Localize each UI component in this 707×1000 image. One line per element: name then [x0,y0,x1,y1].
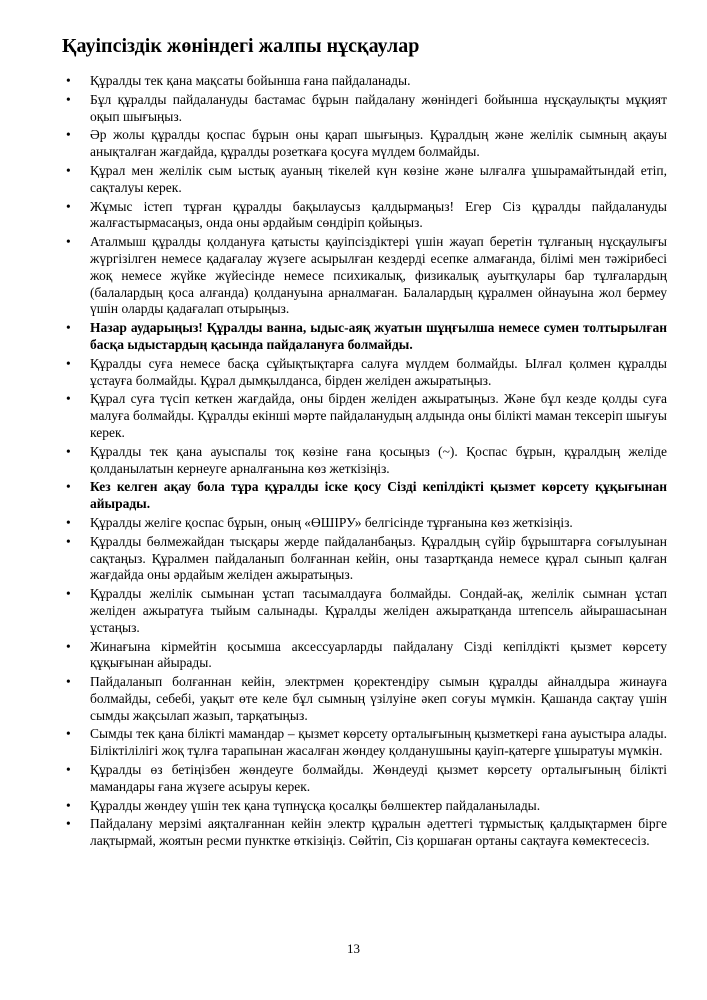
list-item [64,674,667,724]
bullet-icon: • [66,320,71,336]
list-item-text: Құралды жөндеу үшін тек қана түпнұсқа қосалқы бөлшектер пайдаланылады. [90,797,541,813]
list-item [64,479,667,513]
list-item [64,444,667,478]
bullet-icon: • [66,674,71,690]
list-item-text: Құралды өз бетіңізбен жөндеуге болмайды. Жөндеуді қызмет көрсету орталығының білікті мамандары ғана жүзеге асыруы керек. [90,762,667,794]
bullet-icon: • [66,443,71,459]
bullet-icon: • [66,234,71,250]
list-item [64,127,667,161]
bullet-icon: • [66,726,71,742]
list-item [64,92,667,126]
list-item-text: Құралды тек қана ауыспалы тоқ көзіне ғана қосыңыз (~). Қоспас бұрын, құралдың желіде қолданылатын кернеуге арналғанына көз жеткізіңіз. [90,443,667,476]
bullet-icon: • [66,479,71,495]
list-item [64,356,667,390]
list-item [64,163,667,197]
list-item-text: Әр жолы құралды қоспас бұрын оны қарап шығыңыз. Құралдың және желілік сымның ақауы анықталған жағдайда, құралды розеткаға қосуға мүлдем болмайды. [90,127,667,160]
list-item [64,73,667,90]
list-item-text: Бұл құралды пайдалануды бастамас бұрын пайдалану жөніндегі бойынша нұсқаулықты мұқият оқып шығыңыз. [90,91,667,124]
safety-instructions-list [64,73,667,852]
list-item-text: Пайдалану мерзімі аяқталғаннан кейін электр құралын әдеттегі тұрмыстық қалдықтармен бірге лақтырмай, жоятын ресми пунктке өткізіңіз. Сөйтіп, Сіз қоршаған ортаны сақтауға көмектесесіз. [90,816,667,849]
list-item [64,639,667,673]
bullet-icon: • [66,638,71,654]
list-item-text: Құралды суға немесе басқа сұйықтықтарға салуға мүлдем болмайды. Ылғал қолмен құралды ұстауға болмайды. Құрал дымқылданса, бірден желіден ажыратыңыз. [90,355,667,388]
list-item-text: Жұмыс істеп тұрған құралды бақылаусыз қалдырмаңыз! Егер Сіз құралды пайдалануды жалғастырмасаңыз, онда оны әрдайым сөндіріп қойыңыз. [90,198,667,231]
list-item-text: Құрал суға түсіп кеткен жағдайда, оны бірден желіден ажыратыңыз. Және бұл кезде қолды суға малуға болмайды. Құралды екінші мәрте пайдаланудың алдында оны білікті маман тексеріп шығуы керек. [90,391,667,440]
bullet-icon: • [66,514,71,530]
list-item-text: Пайдаланып болғаннан кейін, электрмен қоректендіру сымын құралды айналдыра жинауға болмайды, себебі, уақыт өте келе бұл сымның үзілуіне әкеп соғуы мүмкін. Қашанда сақтау үшін сымды жақсылап жазып, тарқатыңыз. [90,674,667,723]
list-item-text: Кез келген ақау бола тұра құралды іске қосу Сізді кепілдікті қызмет көрсету құқығынан айырады. [90,479,667,512]
list-item-text: Сымды тек қана білікті мамандар – қызмет көрсету орталығының қызметкері ғана ауыстыра алады. Біліктілілігі жоқ тұлға тарапынан жасалған жөндеу қолданушыны қауіп-қатерге ұшыратуы мүмкін. [90,726,667,759]
bullet-icon: • [66,797,71,813]
list-item-text: Құралды бөлмежайдан тысқары жерде пайдаланбаңыз. Құралдың сүйір бұрыштарға соғылуынан сақтаңыз. Құралмен пайдаланып болғаннан кейін, оны тазартқанда немесе құрал сынып қалған жағдайда оны әрдайым желіден ажыратыңыз. [90,533,667,583]
list-item [64,199,667,233]
bullet-icon: • [66,91,71,107]
bullet-icon: • [66,586,71,602]
list-item [64,798,667,815]
bullet-icon: • [66,816,71,832]
bullet-icon: • [66,355,71,371]
page-number: 13 [347,941,360,956]
list-item-text: Құралды желілік сымынан ұстап тасымалдауға болмайды. Сондай-ақ, желілік сымнан ұстап желіден ажыратуға тыйым салынады. Құралды желіден ажыратқанда штепсель айырашасынан ұстаңыз. [90,586,667,635]
bullet-icon: • [66,198,71,214]
list-item [64,320,667,354]
list-item [64,515,667,532]
bullet-icon: • [66,127,71,143]
bullet-icon: • [66,762,71,778]
list-item [64,391,667,441]
page-title: Қауіпсіздік жөніндегі жалпы нұсқаулар [62,35,420,57]
list-item [64,534,667,584]
list-item-text: Назар аударыңыз! Құралды ванна, ыдыс-аяқ жуатын шұңғылша немесе сумен толтырылған басқа ыдыстардың қасында пайдалануға болмайды. [90,320,667,352]
list-item [64,762,667,796]
list-item-text: Жинағына кірмейтін қосымша аксессуарларды пайдалану Сізді кепілдікті қызмет көрсету құқығынан айырады. [90,638,667,671]
list-item-text: Құралды желіге қоспас бұрын, оның «ӨШІРУ» белгісінде тұрғанына көз жеткізіңіз. [90,514,573,530]
bullet-icon: • [66,533,71,549]
bullet-icon: • [66,162,71,178]
list-item [64,816,667,850]
list-item-text: Құралды тек қана мақсаты бойынша ғана пайдаланады. [90,73,411,88]
list-item-text: Құрал мен желілік сым ыстық ауаның тікелей күн көзіне және ылғалға ұшырамайтындай етіп, сақталуы керек. [90,162,667,195]
bullet-icon: • [66,73,71,88]
list-item-text: Аталмыш құралды қолдануға қатысты қауіпсіздіктері үшін жауап беретін тұлғаның нұсқаулығы жүргізілген немесе қадағалау жүзеге асырылған кездерді есепке алмағанда, білімі мен тәжірибесі жоқ немесе жүйке жүйесінде немесе психикалық, физикалық ауытқулары бар тұлғалардың (балалардың қоса алғанда) қолдануына арналмаған. Балалардың құралмен ойнауына жол бермеу үшін оларды қадағалап отырыңыз. [90,234,667,317]
list-item [64,726,667,760]
bullet-icon: • [66,391,71,407]
list-item [64,234,667,318]
list-item [64,586,667,636]
